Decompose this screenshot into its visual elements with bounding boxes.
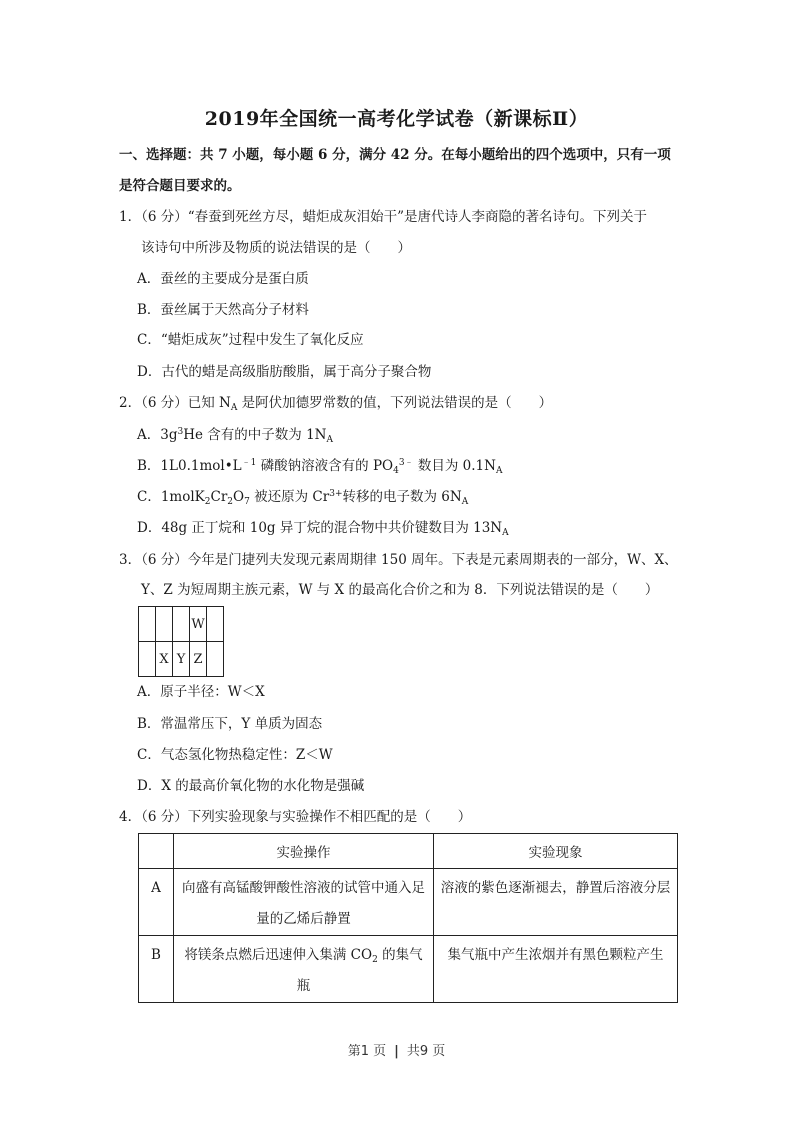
q3-option-c: C．气态氢化物热稳定性：Z＜W: [137, 747, 333, 763]
q1-stem-line-1: 1．（6 分）“春蚕到死丝方尽，蜡炬成灰泪始干”是唐代诗人李商隐的著名诗句。下列关于: [119, 209, 648, 225]
page-footer: [0, 1040, 793, 1059]
q3-option-a: A．原子半径：W＜X: [137, 684, 265, 700]
q1-option-d: D．古代的蜡是高级脂肪酸脂，属于高分子聚合物: [137, 364, 432, 380]
text: 转移的电子数为 6N: [342, 489, 462, 505]
phenomenon-cell: [434, 869, 678, 936]
q2-stem-sub: A: [230, 403, 238, 413]
header-label: [139, 834, 174, 869]
periodic-cell: [207, 607, 224, 642]
row-label: B: [151, 947, 161, 963]
header-phenomenon: 实验现象: [434, 834, 678, 869]
text: D．48g 正丁烷和 10g 异丁烷的混合物中共价键数目为 13N: [137, 520, 503, 536]
text: 被还原为 Cr: [249, 489, 330, 505]
phenomenon-text: 溶液的紫色逐渐褪去，静置后溶液分层: [440, 880, 671, 896]
subscript: 2: [372, 955, 378, 965]
phenomenon-text: 集气瓶中产生浓烟并有黑色颗粒产生: [447, 947, 664, 963]
periodic-table-fragment: [138, 606, 224, 677]
periodic-cell: [207, 642, 224, 677]
text: B．1L0.1mol•L: [137, 458, 242, 474]
table-row: [139, 936, 678, 1003]
section-heading: [119, 140, 689, 202]
q2-stem-post: 是阿伏加德罗常数的值，下列说法错误的是（ ）: [237, 395, 553, 411]
text: 数目为 0.1N: [413, 458, 496, 474]
text: Cr: [210, 489, 228, 505]
text: He 含有的中子数为 1N: [183, 427, 327, 443]
superscript: 3+: [329, 489, 343, 499]
q3-option-d: D．X 的最高价氧化物的水化物是强碱: [137, 778, 365, 794]
q3-stem-line-2: Y、Z 为短周期主族元素，W 与 X 的最高化合价之和为 8．下列说法错误的是（ ）: [141, 582, 659, 598]
row-label: A: [151, 880, 161, 896]
periodic-cell: Y: [173, 642, 190, 677]
periodic-cell: X: [156, 642, 173, 677]
q2-stem-pre: 2．（6 分）已知 N: [119, 395, 231, 411]
periodic-row-1: [139, 607, 224, 642]
current-page: 第1 页: [347, 1044, 387, 1059]
q3-option-b: B．常温常压下，Y 单质为固态: [137, 716, 323, 732]
q1-option-a: A．蚕丝的主要成分是蛋白质: [137, 271, 309, 287]
operation-cell: [174, 936, 434, 1003]
periodic-cell: W: [190, 607, 207, 642]
q4-stem: 4．（6 分）下列实验现象与实验操作不相匹配的是（ ）: [119, 809, 472, 825]
total-pages: 共9 页: [406, 1044, 446, 1059]
row-label-cell: [139, 936, 174, 1003]
periodic-cell: [173, 607, 190, 642]
periodic-cell: [139, 607, 156, 642]
subscript: A: [495, 466, 503, 476]
periodic-cell: Z: [190, 642, 207, 677]
operation-cell: [174, 869, 434, 936]
header-operation: 实验操作: [174, 834, 434, 869]
subscript: 2: [204, 497, 211, 507]
subscript: 7: [244, 497, 250, 507]
text: A．3g: [137, 427, 178, 443]
subscript: 2: [227, 497, 234, 507]
operation-text: [176, 869, 431, 935]
q2-option-a: [137, 425, 333, 445]
text: 向盛有高锰酸钾酸性溶液的试管中通入足: [182, 880, 425, 896]
superscript: 3: [177, 427, 184, 437]
experiment-table-header: [139, 834, 678, 869]
subscript: A: [326, 435, 333, 445]
text: 将镁条点燃后迅速伸入集满 CO: [184, 947, 373, 963]
experiment-table: [138, 833, 678, 1003]
section-heading-line-1: 一、选择题：共 7 小题，每小题 6 分，满分 42 分。在每小题给出的四个选项中，只有一项: [119, 147, 671, 163]
q1-option-b: B．蚕丝属于天然高分子材料: [137, 302, 309, 318]
row-label-cell: [139, 869, 174, 936]
footer-separator: |: [394, 1044, 399, 1059]
text: 磷酸钠溶液含有的 PO: [256, 458, 394, 474]
operation-text: [176, 936, 431, 1002]
periodic-cell: [156, 607, 173, 642]
table-row: [139, 869, 678, 936]
q2-option-c: [137, 487, 468, 507]
q2-option-b: [137, 456, 502, 476]
q2-option-d: [137, 518, 509, 538]
page-title: 2019年全国统一高考化学试卷（新课标Ⅱ）: [204, 108, 589, 130]
q2-stem: [119, 393, 552, 413]
periodic-row-2: [139, 642, 224, 677]
periodic-cell: [139, 642, 156, 677]
section-heading-line-2: 是符合题目要求的。: [119, 178, 241, 194]
q1-option-c: C．“蜡炬成灰”过程中发生了氧化反应: [137, 332, 364, 348]
text: 的集气: [377, 947, 423, 963]
subscript: A: [461, 497, 469, 507]
q3-stem-line-1: 3．（6 分）今年是门捷列夫发现元素周期律 150 周年。下表是元素周期表的一部分，W、X、: [119, 552, 678, 568]
phenomenon-cell: [434, 936, 678, 1003]
text: O: [233, 489, 245, 505]
text: 瓶: [296, 978, 311, 994]
superscript: ﹣1: [241, 458, 257, 468]
subscript: 4: [393, 466, 399, 476]
text: 量的乙烯后静置: [256, 911, 351, 927]
q1-stem-line-2: 该诗句中所涉及物质的说法错误的是（ ）: [141, 240, 411, 256]
text: C．1molK: [137, 489, 205, 505]
subscript: A: [502, 528, 509, 538]
superscript: 3﹣: [398, 458, 414, 468]
